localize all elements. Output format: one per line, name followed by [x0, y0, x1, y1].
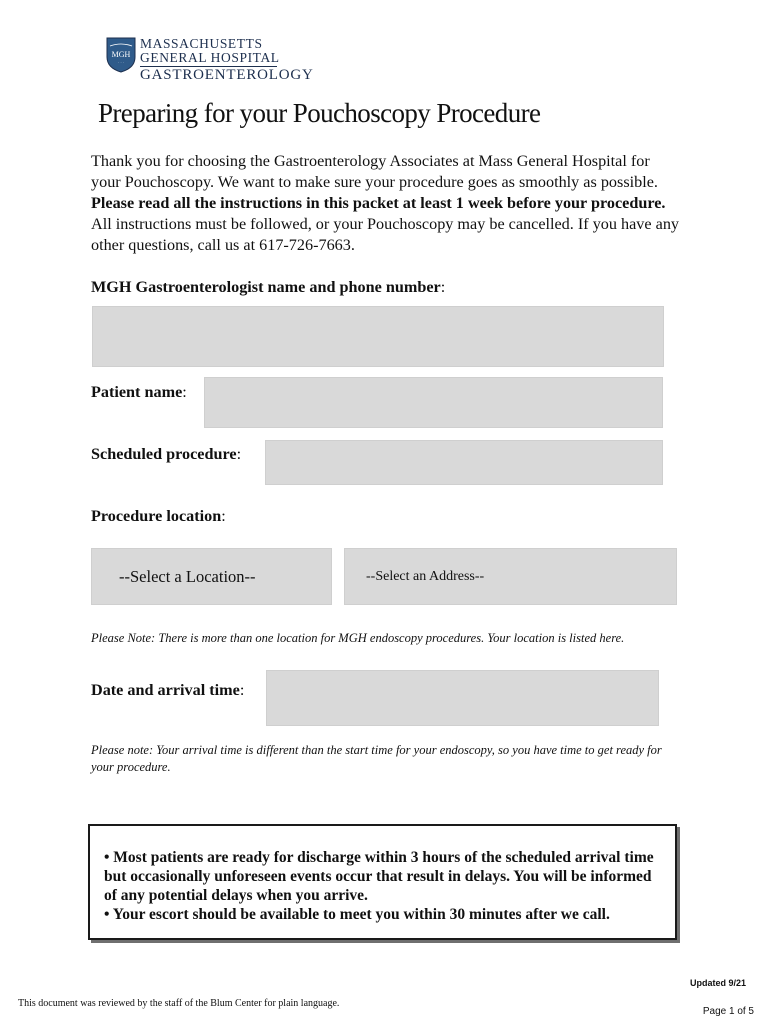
scheduled-procedure-label: Scheduled procedure: [91, 445, 242, 463]
discharge-callout-box [88, 824, 677, 940]
location-select[interactable] [91, 548, 332, 605]
intro-text-2: All instructions must be followed, or your Pouchoscopy may be cancelled. If you have any other questions, call us at 617-726-7663. [91, 215, 680, 254]
callout-bullet-2: • Your escort should be available to meet you within 30 minutes after we call. [104, 906, 610, 923]
patient-name-field[interactable] [204, 377, 663, 428]
location-select-value: --Select a Location-- [119, 567, 256, 586]
patient-name-label: Patient name: [91, 383, 187, 401]
reviewed-note: This document was reviewed by the staff of the Blum Center for plain language. [18, 998, 340, 1009]
location-note: Please Note: There is more than one location for MGH endoscopy procedures. Your location is listed here. [91, 631, 625, 645]
updated-date: Updated 9/21 [689, 978, 746, 988]
intro-paragraph [91, 151, 681, 256]
callout-bullet-1: • Most patients are ready for discharge within 3 hours of the scheduled arrival time but occasionally unforeseen events occur that result in delays. You will be informed of any potential delays when you arrive. [104, 849, 654, 904]
arrival-note: Please note: Your arrival time is different than the start time for your endoscopy, so you have time to get ready for your procedure. [91, 743, 662, 774]
date-arrival-label: Date and arrival time: [91, 681, 245, 699]
logo-line-1: MASSACHUSETTS [140, 36, 263, 51]
gastroenterologist-label: MGH Gastroenterologist name and phone number: [91, 278, 446, 296]
date-arrival-field[interactable] [266, 670, 659, 726]
gastroenterologist-field[interactable] [92, 306, 664, 367]
svg-text:· · ·: · · · [118, 60, 124, 65]
address-select[interactable] [344, 548, 677, 605]
intro-text-1: Thank you for choosing the Gastroenterology Associates at Mass General Hospital for your Pouchoscopy. We want to make sure your procedure goes as smoothly as possible. [91, 152, 658, 191]
page-number: Page 1 of 5 [702, 1006, 754, 1017]
intro-bold-text: Please read all the instructions in this packet at least 1 week before your procedure. [91, 194, 666, 212]
shield-text: MGH [111, 50, 131, 59]
mgh-shield-logo [106, 37, 136, 73]
scheduled-procedure-field[interactable] [265, 440, 663, 485]
logo-line-2: GENERAL HOSPITAL [140, 50, 280, 65]
procedure-location-label: Procedure location: [91, 507, 226, 525]
logo-line-3: GASTROENTEROLOGY [140, 67, 314, 83]
page-title: Preparing for your Pouchoscopy Procedure [98, 98, 541, 128]
address-select-value: --Select an Address-- [366, 569, 485, 584]
